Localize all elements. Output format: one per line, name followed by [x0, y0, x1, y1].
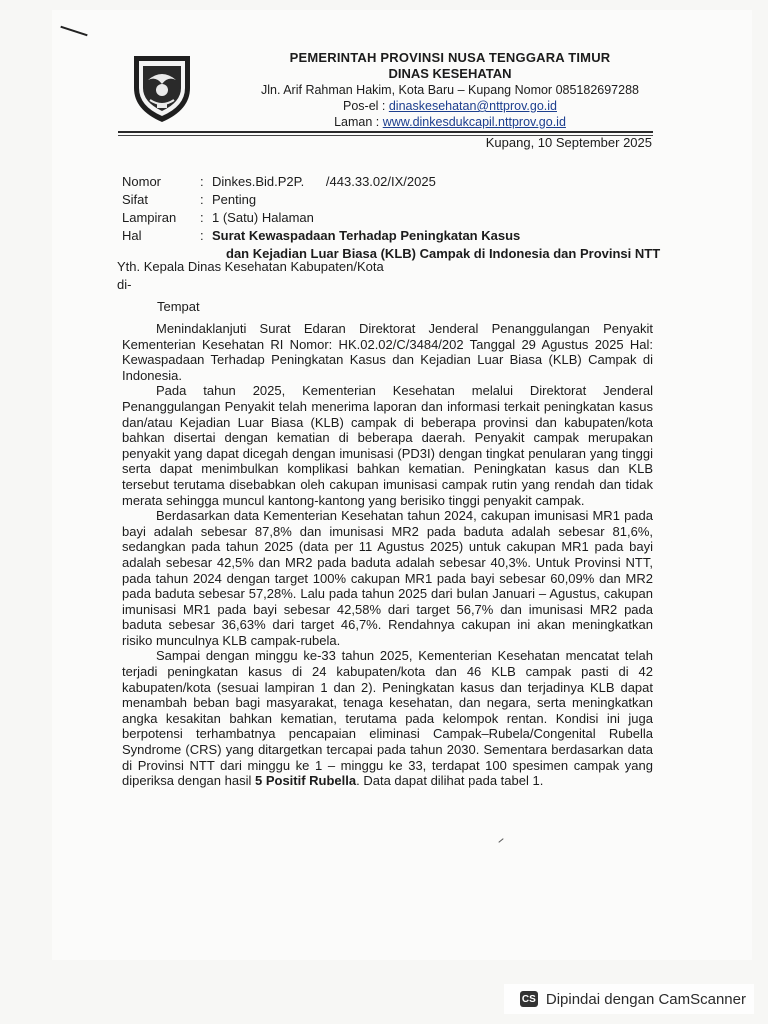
paragraph-4-text: Sampai dengan minggu ke-33 tahun 2025, Kementerian Kesehatan mencatat telah terjadi peningkatan kasus di 24 kabupaten/kota dan 46 KLB campak pasti di 42 kabupaten/kota (sesuai lampiran 1 dan 2). Peningkatan kasus dan terjadinya KLB dapat menambah beban bagi masyarakat, tenaga kesehatan, dan negara, serta meningkatkan angka kesakitan bahkan kematian, terutama pada kelompok rentan. Kondisi ini juga berpotensi terhambatnya pencapaian eliminasi Campak–Rubela/Congenital Rubella Syndrome (CRS) yang ditargetkan tercapai pada tahun 2030. Sementara berdasarkan data di Provinsi NTT dari minggu ke 1 – minggu ke 33, terdapat 100 spesimen campak yang diperiksa dengan hasil: [122, 648, 653, 789]
lampiran-label: Lampiran: [122, 210, 177, 225]
website-line: [205, 114, 695, 130]
department-name: DINAS KESEHATAN: [388, 66, 512, 81]
paragraph-4: [122, 648, 653, 788]
letter-body: [122, 321, 653, 789]
meta-lampiran: [122, 209, 662, 227]
hal-line-1: Surat Kewaspadaan Terhadap Peningkatan Kasus: [212, 228, 521, 243]
recipient-place: Tempat: [157, 299, 200, 314]
paragraph-3: Berdasarkan data Kementerian Kesehatan tahun 2024, cakupan imunisasi MR1 pada bayi adalah sebesar 87,8% dan imunisasi MR2 pada baduta adalah sebesar 81,6%, sedangkan pada tahun 2025 (data per 11 Agustus 2025) untuk cakupan MR1 pada bayi adalah sebesar 42,5% dan MR2 pada baduta adalah sebesar 40,3%. Untuk Provinsi NTT, pada tahun 2024 dengan target 100% cakupan MR1 pada bayi sebesar 60,09% dan MR2 pada baduta sebesar 57,28%. Lalu pada tahun 2025 dari bulan Januari – Agustus, cakupan imunisasi MR1 pada bayi sebesar 42,58% dari target 56,7% dan imunisasi MR2 pada baduta sebesar 36,63% dari target 46,7%. Rendahnya cakupan ini akan meningkatkan risiko munculnya KLB campak-rubela.: [122, 508, 653, 648]
sifat-value: Penting: [212, 192, 257, 207]
email-link[interactable]: dinaskesehatan@nttprov.go.id: [388, 99, 557, 113]
email-label: Pos-el :: [343, 99, 389, 113]
colon: :: [200, 228, 204, 243]
letterhead: [205, 50, 695, 130]
camscanner-icon: CS: [520, 991, 538, 1007]
letterhead-divider: [118, 131, 653, 133]
recipient-di: di-: [117, 277, 132, 292]
colon: :: [200, 210, 204, 225]
ntt-province-emblem-icon: [128, 50, 196, 124]
letter-meta: [122, 173, 662, 263]
email-line: [205, 98, 695, 114]
website-link[interactable]: www.dinkesdukcapil.nttprov.go.id: [382, 115, 566, 129]
website-label: Laman :: [334, 115, 383, 129]
nomor-value: Dinkes.Bid.P2P. /443.33.02/IX/2025: [212, 174, 436, 189]
camscanner-watermark: [504, 984, 754, 1014]
office-address: Jln. Arif Rahman Hakim, Kota Baru – Kupang Nomor 085182697288: [260, 83, 639, 97]
colon: :: [200, 174, 204, 189]
lampiran-value: 1 (Satu) Halaman: [212, 210, 314, 225]
paragraph-2: Pada tahun 2025, Kementerian Kesehatan melalui Direktorat Jenderal Penanggulangan Penyakit telah menerima laporan dan informasi terkait peningkatan kasus dan/atau Kejadian Luar Biasa (KLB) campak di beberapa provinsi dan kabupaten/kota bahkan disertai dengan kematian di beberapa daerah. Penyakit campak merupakan penyakit yang dapat dicegah dengan imunisasi (PD3I) dengan tingkat penularan yang tinggi serta dapat menimbulkan komplikasi bahkan kematian. Peningkatan kasus dan KLB tersebut terutama disebabkan oleh cakupan imunisasi campak rutin yang rendah dan tidak merata sehingga muncul kantong-kantong yang berisiko tinggi penyakit campak.: [122, 383, 653, 508]
letter-date: Kupang, 10 September 2025: [485, 135, 652, 150]
nomor-label: Nomor: [122, 174, 162, 189]
hal-label: Hal: [122, 228, 142, 243]
hal-line-2: dan Kejadian Luar Biasa (KLB) Campak di Indonesia dan Provinsi NTT: [226, 246, 661, 261]
meta-nomor: [122, 173, 662, 191]
recipient-block: [117, 258, 384, 316]
sifat-label: Sifat: [122, 192, 149, 207]
meta-sifat: [122, 191, 662, 209]
paragraph-4-end: . Data dapat dilihat pada tabel 1.: [356, 773, 544, 789]
colon: :: [200, 192, 204, 207]
recipient-name: Yth. Kepala Dinas Kesehatan Kabupaten/Kota: [117, 259, 384, 274]
paragraph-1: Menindaklanjuti Surat Edaran Direktorat Jenderal Penanggulangan Penyakit Kementerian Kesehatan RI Nomor: HK.02.02/C/3484/202 Tanggal 29 Agustus 2025 Hal: Kewaspadaan Terhadap Peningkatan Kasus dan Kejadian Luar Biasa (KLB) Campak di Indonesia.: [122, 321, 653, 383]
camscanner-text: Dipindai dengan CamScanner: [545, 990, 746, 1008]
rubella-positive-count: 5 Positif Rubella: [254, 773, 357, 789]
government-name: PEMERINTAH PROVINSI NUSA TENGGARA TIMUR: [289, 50, 611, 65]
